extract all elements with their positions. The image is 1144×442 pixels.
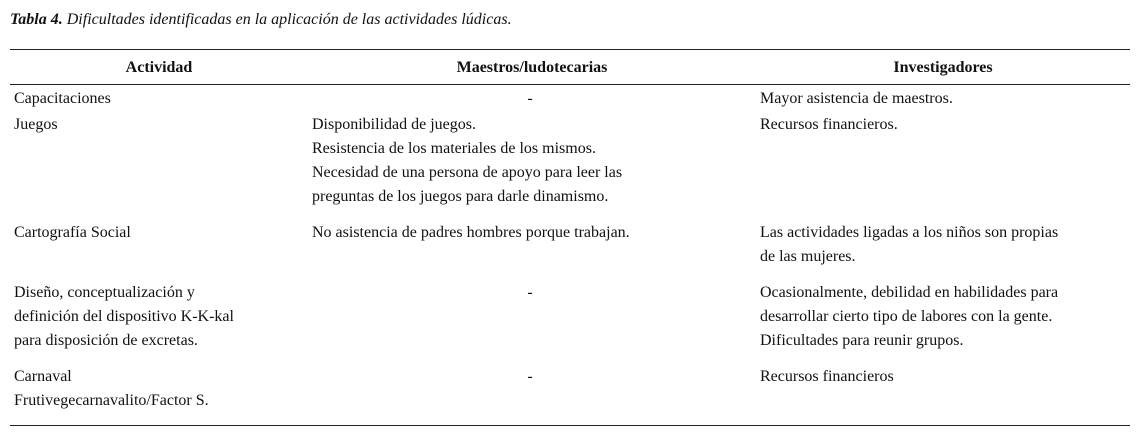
cell-teachers [308,221,756,281]
table-body [10,85,1130,426]
cell-line: para disposición de excretas. [14,332,198,349]
header-activity: Actividad [10,50,308,85]
cell-researchers [756,221,1130,281]
cell-researchers [756,113,1130,221]
cell-researchers [756,85,1130,114]
cell-line: Dificultades para reunir grupos. [760,332,964,349]
cell-activity [10,113,308,221]
caption-text: Dificultades identificadas en la aplicación de las actividades lúdicas. [62,11,512,28]
cell-line: Diseño, conceptualización y [14,284,195,301]
cell-line: Disponibilidad de juegos. [312,116,476,133]
cell-researchers [756,365,1130,426]
cell-line: - [527,90,533,107]
cell-activity [10,281,308,365]
table-row [10,85,1130,114]
cell-line: Carnaval [14,368,72,385]
cell-line: Recursos financieros. [760,116,898,133]
cell-line: Frutivegecarnavalito/Factor S. [14,392,209,409]
cell-line: Necesidad de una persona de apoyo para leer las [312,164,623,181]
table-caption [10,10,1130,36]
cell-line: Las actividades ligadas a los niños son propias [760,224,1059,241]
cell-line: - [527,284,533,301]
cell-line: Ocasionalmente, debilidad en habilidades para [760,284,1059,301]
cell-line: Juegos [14,116,58,133]
cell-activity [10,365,308,426]
cell-line: Cartografía Social [14,224,131,241]
cell-line: - [527,368,533,385]
table-row [10,281,1130,365]
cell-teachers [308,365,756,426]
header-row [10,50,1130,85]
table-row [10,365,1130,426]
cell-teachers [308,85,756,114]
cell-activity [10,221,308,281]
cell-line: No asistencia de padres hombres porque trabajan. [312,224,630,241]
cell-line: Recursos financieros [760,368,894,385]
cell-line: de las mujeres. [760,248,856,265]
difficulties-table [10,49,1130,426]
header-teachers: Maestros/ludotecarias [308,50,756,85]
cell-line: Mayor asistencia de maestros. [760,90,953,107]
caption-label: Tabla 4. [10,11,63,28]
cell-researchers [756,281,1130,365]
cell-line: definición del dispositivo K-K-kal [14,308,234,325]
table-row [10,113,1130,221]
cell-teachers [308,281,756,365]
table-row [10,221,1130,281]
cell-teachers [308,113,756,221]
cell-line: desarrollar cierto tipo de labores con la gente. [760,308,1053,325]
cell-line: preguntas de los juegos para darle dinamismo. [312,188,609,205]
cell-line: Capacitaciones [14,90,111,107]
cell-line: Resistencia de los materiales de los mismos. [312,140,596,157]
cell-activity [10,85,308,114]
header-researchers: Investigadores [756,50,1130,85]
